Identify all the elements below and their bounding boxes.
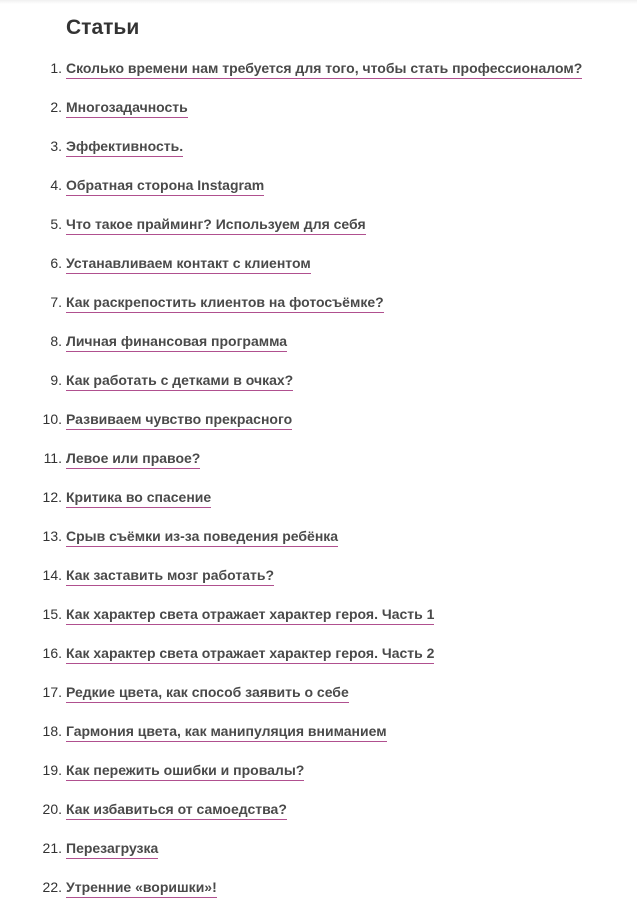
article-link[interactable]: Гармония цвета, как манипуляция вниманием [66, 721, 387, 742]
article-link[interactable]: Что такое прайминг? Используем для себя [66, 214, 366, 235]
article-link[interactable]: Многозадачность [66, 97, 188, 118]
article-number: 4. [50, 177, 62, 193]
article-number: 1. [50, 60, 62, 76]
article-link[interactable]: Как работать с детками в очках? [66, 370, 293, 391]
article-number: 22. [42, 879, 62, 895]
article-number: 8. [50, 333, 62, 349]
top-shadow [0, 0, 637, 4]
article-link[interactable]: Развиваем чувство прекрасного [66, 409, 292, 430]
article-link[interactable]: Как раскрепостить клиентов на фотосъёмке? [66, 292, 384, 313]
article-number: 15. [42, 606, 62, 622]
article-number: 13. [42, 528, 62, 544]
article-number: 6. [50, 255, 62, 271]
article-link[interactable]: Сколько времени нам требуется для того, чтобы стать профессионалом? [66, 58, 582, 79]
article-number: 18. [42, 723, 62, 739]
article-number: 9. [50, 372, 62, 388]
article-item [0, 448, 637, 487]
article-item [0, 97, 637, 136]
article-number: 10. [42, 411, 62, 427]
article-link[interactable]: Обратная сторона Instagram [66, 175, 264, 196]
article-item [0, 526, 637, 565]
article-item [0, 799, 637, 838]
article-link[interactable]: Утренние «воришки»! [66, 877, 217, 898]
article-item [0, 682, 637, 721]
article-link[interactable]: Эффективность. [66, 136, 183, 157]
article-link[interactable]: Как характер света отражает характер героя. Часть 2 [66, 643, 434, 664]
article-item [0, 409, 637, 448]
page-title: Статьи [66, 16, 140, 39]
article-number: 12. [42, 489, 62, 505]
article-link[interactable]: Перезагрузка [66, 838, 158, 859]
article-item [0, 721, 637, 760]
article-item [0, 760, 637, 799]
article-number: 2. [50, 99, 62, 115]
articles-list [0, 58, 637, 916]
article-link[interactable]: Как пережить ошибки и провалы? [66, 760, 304, 781]
article-item [0, 487, 637, 526]
article-item [0, 643, 637, 682]
article-link[interactable]: Устанавливаем контакт с клиентом [66, 253, 311, 274]
article-item [0, 565, 637, 604]
article-number: 21. [42, 840, 62, 856]
article-link[interactable]: Срыв съёмки из-за поведения ребёнка [66, 526, 338, 547]
article-number: 16. [42, 645, 62, 661]
article-link[interactable]: Как заставить мозг работать? [66, 565, 274, 586]
article-link[interactable]: Левое или правое? [66, 448, 200, 469]
article-item [0, 136, 637, 175]
article-number: 20. [42, 801, 62, 817]
article-item [0, 253, 637, 292]
article-item [0, 214, 637, 253]
article-item [0, 331, 637, 370]
article-item [0, 838, 637, 877]
article-number: 3. [50, 138, 62, 154]
article-item [0, 370, 637, 409]
article-number: 17. [42, 684, 62, 700]
article-link[interactable]: Критика во спасение [66, 487, 211, 508]
article-item [0, 292, 637, 331]
article-item [0, 58, 637, 97]
article-link[interactable]: Как избавиться от самоедства? [66, 799, 287, 820]
article-number: 14. [42, 567, 62, 583]
article-number: 5. [50, 216, 62, 232]
article-link[interactable]: Редкие цвета, как способ заявить о себе [66, 682, 349, 703]
article-number: 7. [50, 294, 62, 310]
article-link[interactable]: Личная финансовая программа [66, 331, 287, 352]
article-link[interactable]: Как характер света отражает характер героя. Часть 1 [66, 604, 434, 625]
article-item [0, 175, 637, 214]
article-number: 19. [42, 762, 62, 778]
article-number: 11. [43, 450, 62, 466]
article-item [0, 604, 637, 643]
article-item [0, 877, 637, 916]
